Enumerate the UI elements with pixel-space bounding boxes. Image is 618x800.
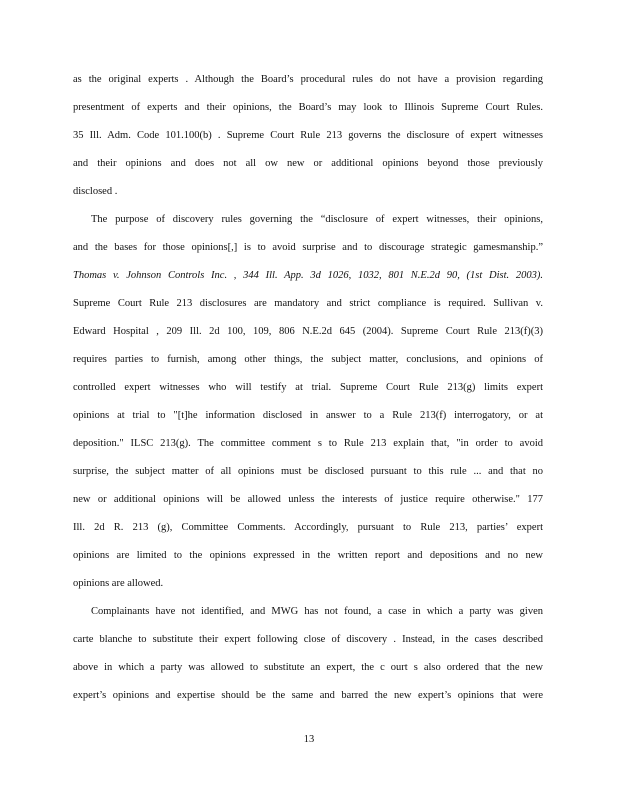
body-text-line: controlled expert witnesses who will testify at trial. Supreme Court Rule 213(g) limits expert <box>73 382 543 393</box>
body-text-line: presentment of experts and their opinions, the Board’s may look to Illinois Supreme Court Rules. <box>73 102 543 113</box>
body-text-line: surprise, the subject matter of all opinions must be disclosed pursuant to this rule ... and that no <box>73 466 543 477</box>
body-text-line: disclosed . <box>73 186 118 197</box>
body-text-line: and the bases for those opinions[,] is to avoid surprise and to discourage strategic gamesmanship.” <box>73 242 543 253</box>
body-text-line: 35 Ill. Adm. Code 101.100(b) . Supreme Court Rule 213 governs the disclosure of expert witnesses <box>73 130 543 141</box>
body-text-line: opinions are limited to the opinions expressed in the written report and depositions and no new <box>73 550 543 561</box>
body-text-line: carte blanche to substitute their expert following close of discovery . Instead, in the cases described <box>73 634 543 645</box>
body-text-line: new or additional opinions will be allowed unless the interests of justice require otherwise." 177 <box>73 494 543 505</box>
body-text-line: as the original experts . Although the Board’s procedural rules do not have a provision regarding <box>73 74 543 85</box>
body-text-line: opinions are allowed. <box>73 578 164 589</box>
body-text-line: Supreme Court Rule 213 disclosures are mandatory and strict compliance is required. Sullivan v. <box>73 298 543 309</box>
paragraph-start-line: The purpose of discovery rules governing the “disclosure of expert witnesses, their opinions, <box>91 214 543 225</box>
paragraph-start-line: Complainants have not identified, and MWG has not found, a case in which a party was given <box>91 606 543 617</box>
body-text-line: above in which a party was allowed to substitute an expert, the c ourt s also ordered that the new <box>73 662 543 673</box>
body-text-line: expert’s opinions and expertise should be the same and barred the new expert’s opinions that were <box>73 690 543 701</box>
body-text-line: requires parties to furnish, among other things, the subject matter, conclusions, and opinions of <box>73 354 543 365</box>
body-text-line: and their opinions and does not all ow new or additional opinions beyond those previously <box>73 158 543 169</box>
case-citation-line: Thomas v. Johnson Controls Inc. , 344 Ill. App. 3d 1026, 1032, 801 N.E.2d 90, (1st Dist. 2003). <box>73 270 543 281</box>
page-number: 13 <box>303 734 315 745</box>
case-citation-line: Edward Hospital , 209 Ill. 2d 100, 109, 806 N.E.2d 645 (2004). Supreme Court Rule 213(f)(3) <box>73 326 543 337</box>
body-text-line: opinions at trial to "[t]he information disclosed in answer to a Rule 213(f) interrogatory, or at <box>73 410 543 421</box>
body-text-line: deposition." ILSC 213(g). The committee comment s to Rule 213 explain that, "in order to avoid <box>73 438 543 449</box>
body-text-line: Ill. 2d R. 213 (g), Committee Comments. Accordingly, pursuant to Rule 213, parties’ expert <box>73 522 543 533</box>
